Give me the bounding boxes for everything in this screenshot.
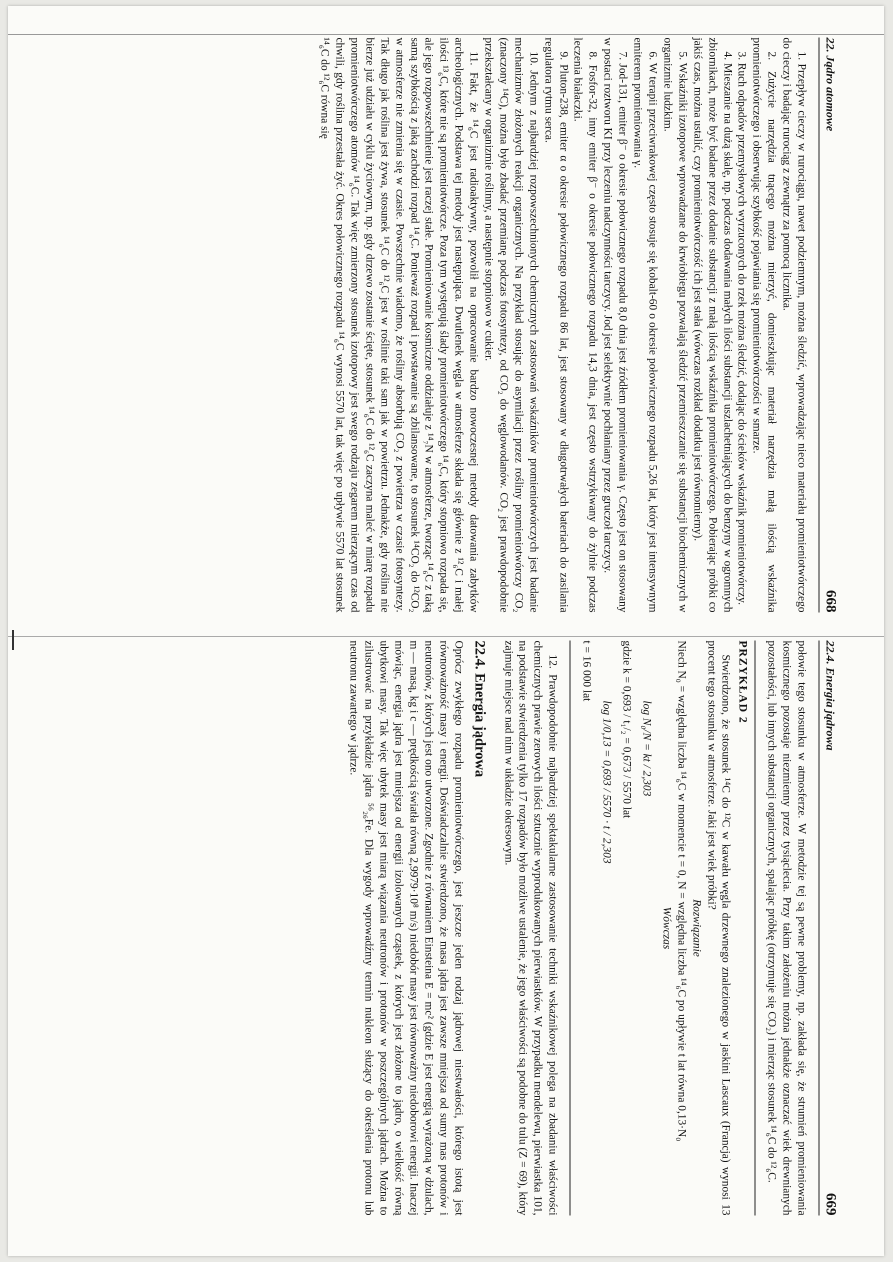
- paragraph: 1. Przepływ cieczy w rurociągu, nawet podziemnym, można śledzić, wprowadzając nieco materiału promieniotwórczego do cieczy i badając rurociąg z zewnątrz za pomocą licznika.: [780, 37, 808, 613]
- paragraph: 10. Jednym z najbardziej rozpowszechnionych chemicznych zastosowań wskaźników promieniotwórczych jest badanie mechanizmów złożonych reakcji organicznych. Na przykład stosując do asymilacji przez rośliny promieniotwórczy CO₂ (znaczony ¹⁴C), można było zbadać przemianę podczas fotosyntezy, od CO₂ do węglowodanów. CO₂ jest prawdopodobnie przekształcany w organizmie roślinny, a następnie stopniowo w cukier.: [482, 37, 540, 613]
- top-edge-line: [8, 34, 884, 35]
- equation-2: gdzie k = 0,693 / t₁/₂ = 0,673 / 5570 lat: [620, 640, 633, 819]
- running-head: 22. Jądro atomowe: [823, 37, 838, 132]
- paragraph: 5. Wskaźniki izotopowe wprowadzane do krwiobiegu pozwalają śledzić przemieszczanie się substancji biochemicznych w organizmie ludzkim.: [661, 37, 689, 613]
- paragraph: 9. Pluton-238, emiter α o okresie połowicznego rozpadu 86 lat, jest stosowany w długotrwałych bateriach do zasilania regulatora rytmu serca.: [542, 37, 570, 613]
- paragraph: 2. Zużycie narzędzia tnącego można mierzyć, domieszkując materiał narzędzia małą ilością wskaźnika promieniotwórczego i obserwując szybkość pojawiania się promieniotwórczości w smarze.: [750, 37, 778, 613]
- paragraph: 7. Jod-131, emiter β⁻ o okresie połowicznego rozpadu 8,0 dnia jest źródłem promieniowania γ. Często jest on stosowany w postaci roztworu KI przy leczeniu nadczynności tarczycy. Jod jest selektywnie pochłaniany przez gruczoł tarczycy.: [601, 37, 629, 613]
- example-text: Stwierdzono, że stosunek ¹⁴C do ¹²C w kawału węgla drzewnego znalezionego w jaskini Lascaux (Francja) wynosi 13 procent tego stosunku w atmosferze. Jaki jest wiek próbki?: [705, 640, 732, 1216]
- page-668: [53, 38, 838, 613]
- page-number: 668: [822, 590, 839, 613]
- solution-text: Niech N₀ = względna liczba ¹⁴₆C w momencie t = 0, N = względna liczba ¹⁴₆C po upływie t lat równa 0,13·N₀: [675, 640, 688, 1142]
- equation-3: log 1/0,13 = 0,693 / 5570 · t / 2,303: [600, 700, 613, 864]
- example-title: PRZYKŁAD 2: [735, 641, 756, 1216]
- divider-rule: [570, 641, 571, 1216]
- section-title: 22.4. Energia jądrowa: [471, 640, 488, 778]
- page-header: [819, 641, 838, 1216]
- paragraph: 8. Fosfor-32, inny emiter β⁻ o okresie połowicznego rozpadu 14,3 dnia, jest często wstrzykiwany do żylnie podczas leczenia białaczki.: [572, 37, 599, 613]
- paragraph: 12. Prawdopodobnie najbardziej spektakularne zastosowanie techniki wskaźnikowej polega na zbadaniu właściwości chemicznych prawie zerowych ilości sztucznie wyprodukowanych pierwiastków. W przypadku mendelewu, pierwiastka 101, na podstawie stwierdzenia tylko 17 rozpadów było możliwe ustalenie, że jego właściwości są podobne do tulu (Z = 69), który zajmuje miejsce nad nim w układzie okresowym.: [502, 640, 559, 1216]
- page-669: [53, 641, 838, 1216]
- then-label: Wówczas: [660, 906, 673, 950]
- paragraph: 3. Ruch odpadów przemysłowych wyrzuconych do rzek można śledzić, dodając do ścieków wskaźnik promieniotwórczy.: [735, 51, 748, 605]
- equation-result: t = 16 000 lat: [580, 640, 593, 702]
- equation-1: log N₀/N = kt / 2,303: [640, 700, 653, 797]
- fold-mark: [12, 630, 14, 650]
- running-head: 22.4. Energia jądrowa: [823, 640, 838, 751]
- paragraph: 4. Mieszanie na dużą skalę, np. podczas dodawania małych ilości substancji uszlachetniających do benzyny w ogromnych zbiornikach, może być badane przez dodanie substancji z małą ilością wskaźnika promieniotwórczego. Pobierając próbki co jakiś czas, można ustalić, czy promieniotwórczość ich jest stała (wówczas rozkład dodatku jest równomierny).: [691, 37, 734, 613]
- page-divider: [8, 636, 884, 637]
- solution-label: Rozwiązanie: [690, 899, 703, 957]
- section-text: Oprócz zwykłego rozpadu promieniotwórczego, jest jeszcze jeden rodzaj jądrowej niestwałości, którego istotą jest równoważność masy i energii. Doświadczalnie stwierdzono, że masa jądra jest zawsze mniejsza od sumy mas protonów i neutronów, z których jest ono utworzone. Zgodnie z równaniem Einsteina E = mc² (gdzie E jest energią wyrażoną w dżulach, m — masą, kg i c — prędkością światła równą 2,9979·10⁸ m/s) niedobór masy jest równoważny niedoborowi energii. Inaczej mówiąc, energia jądra jest mniejsza od energii izolowanych cząstek, z których jest złożone to jądro, o wielkość równą ubytkowi masy. Tak więc ubytek masy jest miarą wiązania neutronów i protonów w poszczególnych jądrach. Można to zilustrować na przykładzie jądra ⁵⁶₂₆Fe. Dla wygody wprowadźmy termin nukleon służący do określenia protonu lub neutronu zawartego w jądrze.: [347, 640, 465, 1216]
- page-header: [819, 38, 838, 613]
- paragraph: połowie tego stosunku w atmosferze. W metodzie tej są pewne problemy, np. zakłada się, że strumień promieniowania kosmicznego pozostaje niezmienny przez tysiąclecia. Przy takim założeniu można jednakże oznaczać wiek drewnianych pozostałości, lub innych substancji organicznych, spalając próbkę (otrzymuje się CO₂) i mierząc stosunek ¹⁴₆C do ¹²₆C.: [765, 640, 808, 1216]
- page-number: 669: [822, 1193, 839, 1216]
- paragraph: 11. Fakt, że ¹⁴₆C jest radioaktywny, pozwolił na opracowanie bardzo nowoczesnej metody datowania zabytków archeologicznych. Podstawa tej metody jest następująca. Dwutlenek węgla w atmosferze składa się głównie z ¹²₆C i małej ilości ¹³₆C, które nie są promieniotwórcze. Poza tym występują ślady promieniotwórczego ¹⁴₆C, który stopniowo rozpada się, ale jego rozpowszechnienie jest raczej stałe. Promieniowanie kosmiczne oddziałuje z ¹⁴₇N w atmosferze, tworząc ¹⁴₆C z taką samą szybkością z jaką zachodzi rozpad ¹⁴₆C. Ponieważ rozpad i powstawanie są zbilansowane, to stosunek ¹⁴CO₂ do ¹²CO₂ w atmosferze nie zmienia się w czasie. Powszechnie wiadomo, że rośliny absorbują CO₂ z powietrza w czasie fotosyntezy. Tak długo jak roślina jest żywa, stosunek ¹⁴₆C do ¹²₆C jest w roślinie taki sam jak w powietrzu. Jednakże, gdy roślina nie bierze już udziału w cyklu życiowym, np. gdy drzewo zostanie ścięte, stosunek ¹⁴₆C do ¹²₆C zaczyna maleć w miarę rozpadu promieniotwórczego atomów ¹⁴₆C. Tak więc zmierzony stosunek izotopowy jest swego rodzaju zegarem mierzącym czas od chwili, gdy roślina przestała żyć. Okres połowicznego rozpadu ¹⁴₆C wynosi 5570 lat, tak więc po upływie 5570 lat stosunek ¹⁴₆C do ¹²₆C równa się: [318, 37, 480, 613]
- paragraph: 6. W terapii przeciwrakowej często stosuje się kobalt-60 o okresie połowicznego rozpadu 5,26 lat, który jest intensywnym emiterem promieniowania γ.: [631, 37, 659, 613]
